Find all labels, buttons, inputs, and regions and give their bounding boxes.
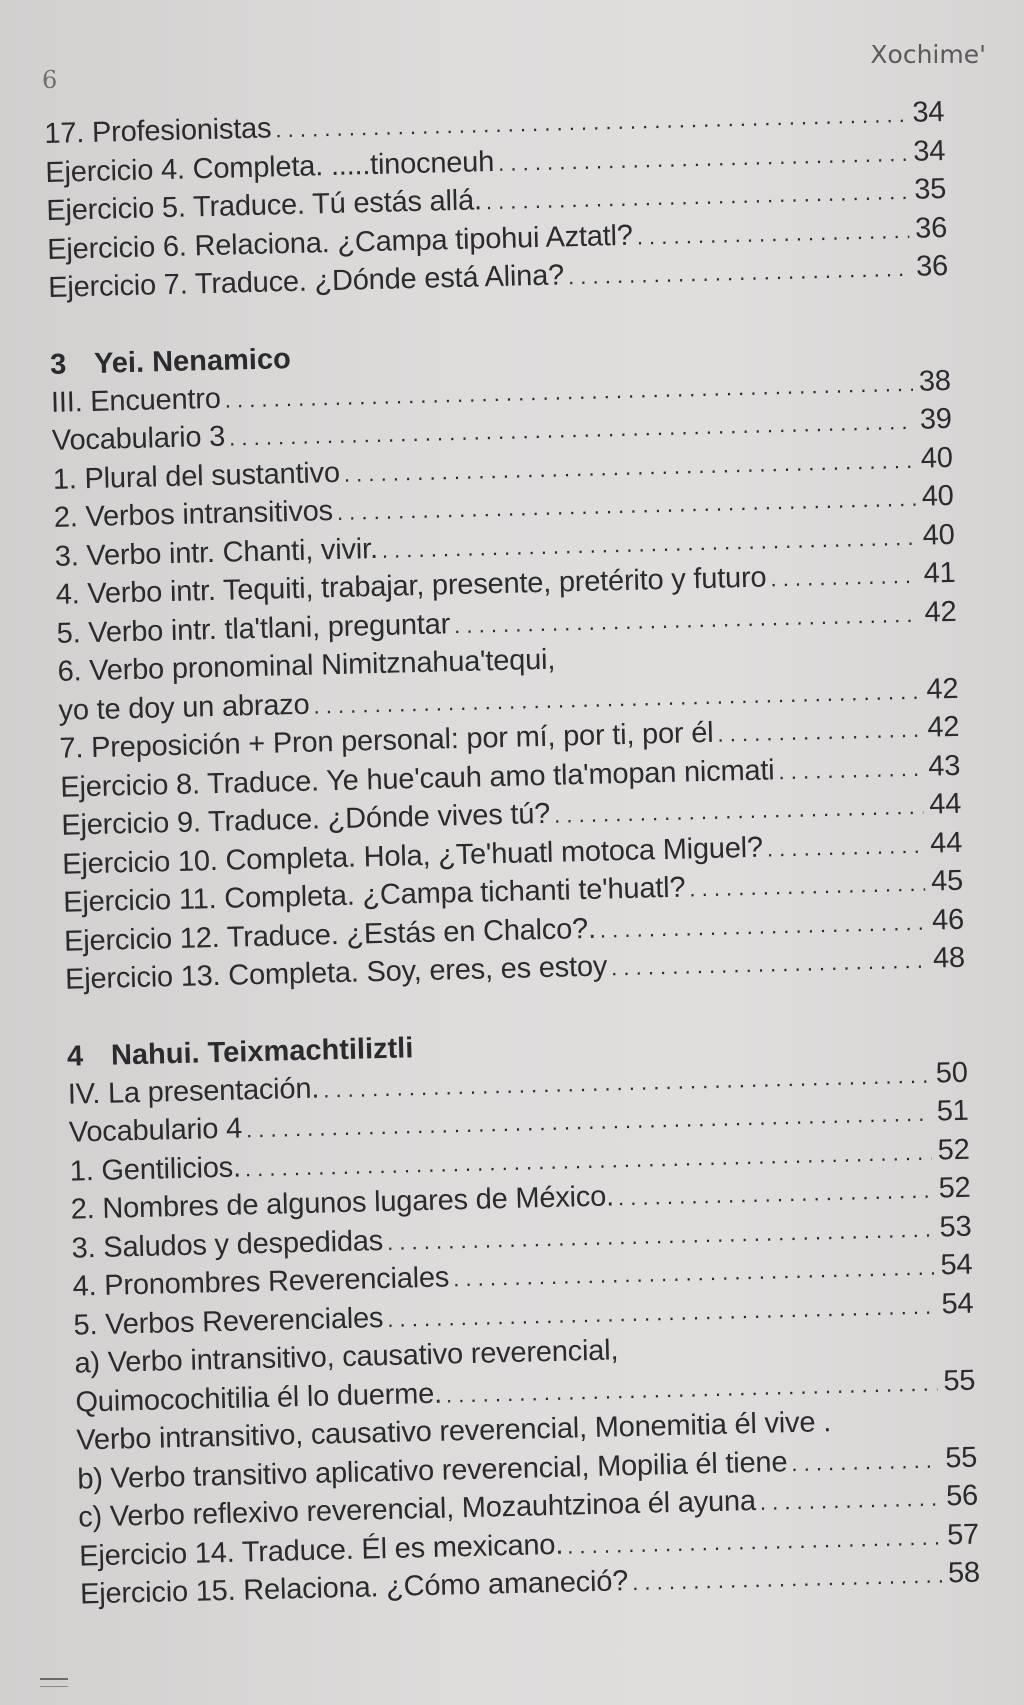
toc-entry-page: 44 bbox=[929, 826, 963, 860]
toc-entry-title: Quimocochitilia él lo duerme. bbox=[75, 1377, 443, 1419]
toc-entry-title: a) Verbo intransitivo, causativo reverencial, bbox=[74, 1334, 619, 1380]
toc-entry-title: Ejercicio 9. Traduce. ¿Dónde vives tú? bbox=[60, 797, 551, 842]
dot-leader bbox=[717, 711, 922, 754]
toc-entry-title: 5. Verbo intr. tla'tlani, preguntar bbox=[56, 607, 451, 650]
dot-leader bbox=[778, 749, 923, 791]
toc-entry-page: 58 bbox=[947, 1556, 981, 1590]
dot-leader bbox=[766, 826, 924, 868]
toc-entry-title: Ejercicio 15. Relaciona. ¿Cómo amaneció? bbox=[79, 1565, 629, 1611]
dot-leader bbox=[636, 211, 909, 256]
toc-entry-title: 7. Preposición + Pron personal: por mí, por ti, por él bbox=[59, 716, 714, 765]
toc-entry-page: 40 bbox=[922, 518, 955, 552]
toc-entry-title: Ejercicio 7. Traduce. ¿Dónde está Alina? bbox=[47, 259, 565, 304]
toc-entry-page: 41 bbox=[923, 556, 956, 590]
toc-entry-title: b) Verbo transitivo aplicativo reverencial, Mopilia él tiene bbox=[76, 1445, 788, 1496]
toc-entry-page: 55 bbox=[942, 1364, 976, 1397]
toc-entry-page: 46 bbox=[931, 903, 965, 937]
toc-entry-page: 51 bbox=[936, 1094, 969, 1128]
toc-entry-page: 35 bbox=[913, 172, 947, 206]
toc-entry-page: 43 bbox=[927, 749, 961, 783]
toc-entry-page: 36 bbox=[915, 249, 949, 283]
toc-entry-page: 45 bbox=[930, 864, 964, 898]
toc-entry-title: 6. Verbo pronominal Nimitznahua'tequi, bbox=[57, 643, 556, 688]
toc-entry-page: 34 bbox=[911, 96, 945, 129]
running-header: Xochime' bbox=[870, 40, 986, 69]
toc-entry-page: 53 bbox=[939, 1210, 972, 1243]
dot-leader bbox=[689, 865, 926, 909]
toc-entry-title: Ejercicio 10. Completa. Hola, ¿Te'huatl motoca Miguel? bbox=[61, 831, 764, 881]
toc-entry-title: 2. Nombres de algunos lugares de México. bbox=[70, 1180, 615, 1226]
dot-leader bbox=[759, 1480, 940, 1523]
toc-entry-page: 54 bbox=[941, 1287, 974, 1320]
toc-entry-title: Ejercicio 4. Completa. .....tinocneuh bbox=[45, 145, 495, 189]
toc-entry-title: 4. Pronombres Reverenciales bbox=[72, 1261, 450, 1303]
toc-entry-page: 56 bbox=[945, 1479, 979, 1513]
toc-entry-title: Vocabulario 4 bbox=[68, 1112, 243, 1149]
section-number: 3 bbox=[49, 348, 67, 381]
toc-entry-page: 38 bbox=[918, 364, 952, 398]
toc-entry-title: Ejercicio 8. Traduce. Ye hue'cauh amo tla'mopan nicmati bbox=[60, 753, 775, 804]
dot-leader bbox=[791, 1441, 940, 1483]
toc-entry-page: 48 bbox=[932, 941, 966, 975]
toc-entry-title: III. Encuentro bbox=[50, 382, 222, 419]
toc-entry-title: c) Verbo reflexivo reverencial, Mozauhtzinoa él ayuna bbox=[77, 1485, 757, 1534]
toc-entry-page: 57 bbox=[946, 1518, 980, 1551]
toc-entry-title: Verbo intransitivo, causativo reverencial, Monemitia él vive . bbox=[76, 1406, 832, 1457]
toc-entry-title: IV. La presentación. bbox=[67, 1072, 320, 1111]
toc-entry-page: 55 bbox=[944, 1441, 978, 1474]
toc-entry-title: 1. Plural del sustantivo bbox=[52, 456, 341, 496]
toc-entry-page: 42 bbox=[926, 710, 960, 744]
footer-ornament bbox=[40, 1678, 68, 1687]
toc-entry-title: Ejercicio 13. Completa. Soy, eres, es estoy bbox=[64, 950, 608, 996]
page-number: 6 bbox=[42, 66, 58, 94]
dot-leader bbox=[770, 557, 918, 599]
section-title: Nahui. Teixmachtiliztli bbox=[110, 1031, 414, 1072]
toc-entry-title: yo te doy un abrazo bbox=[58, 688, 310, 727]
toc-entry-title: 3. Verbo intr. Chanti, vivir. bbox=[54, 532, 379, 573]
toc-entry-title: 2. Verbos intransitivos bbox=[53, 495, 334, 534]
toc-entry-page: 44 bbox=[928, 787, 962, 821]
dot-leader bbox=[632, 1557, 943, 1603]
toc-entry-page: 42 bbox=[924, 595, 957, 629]
toc-entry-title: Ejercicio 6. Relaciona. ¿Campa tipohui Aztatl? bbox=[46, 219, 634, 266]
toc-entry-page: 40 bbox=[920, 441, 954, 475]
section-number: 4 bbox=[66, 1039, 84, 1073]
toc-entry-page: 34 bbox=[912, 134, 946, 168]
toc-entry-page: 40 bbox=[921, 479, 954, 513]
toc-entry-title: 1. Gentilicios. bbox=[69, 1151, 242, 1188]
toc-entry-page: 36 bbox=[914, 211, 948, 245]
dot-leader bbox=[568, 250, 911, 297]
section-title: Yei. Nenamico bbox=[93, 342, 292, 380]
toc-entry-title: Ejercicio 11. Completa. ¿Campa tichanti te'huatl? bbox=[62, 871, 686, 919]
toc-entry-title: Vocabulario 3 bbox=[51, 420, 226, 457]
toc-entry-page: 52 bbox=[937, 1133, 970, 1166]
toc-entry-page: 54 bbox=[940, 1248, 973, 1282]
toc-entry-title: Ejercicio 5. Traduce. Tú estás allá. bbox=[45, 184, 483, 227]
toc-entry-title: 4. Verbo intr. Tequiti, trabajar, presente, pretérito y futuro bbox=[55, 561, 767, 611]
table-of-contents bbox=[44, 93, 980, 1614]
toc-entry-title: 17. Profesionistas bbox=[44, 112, 272, 150]
dot-leader bbox=[611, 942, 928, 988]
toc-entry-page: 39 bbox=[919, 402, 953, 436]
toc-entry-title: 3. Saludos y despedidas bbox=[71, 1224, 384, 1265]
toc-entry-page: 50 bbox=[935, 1056, 969, 1089]
toc-entry-title: Ejercicio 14. Traduce. Él es mexicano. bbox=[78, 1528, 564, 1573]
toc-entry-page: 52 bbox=[938, 1171, 971, 1205]
toc-entry-page: 42 bbox=[926, 672, 959, 706]
toc-entry-title: Ejercicio 12. Traduce. ¿Estás en Chalco?. bbox=[63, 912, 597, 958]
toc-entry-title: 5. Verbos Reverenciales bbox=[73, 1301, 384, 1342]
